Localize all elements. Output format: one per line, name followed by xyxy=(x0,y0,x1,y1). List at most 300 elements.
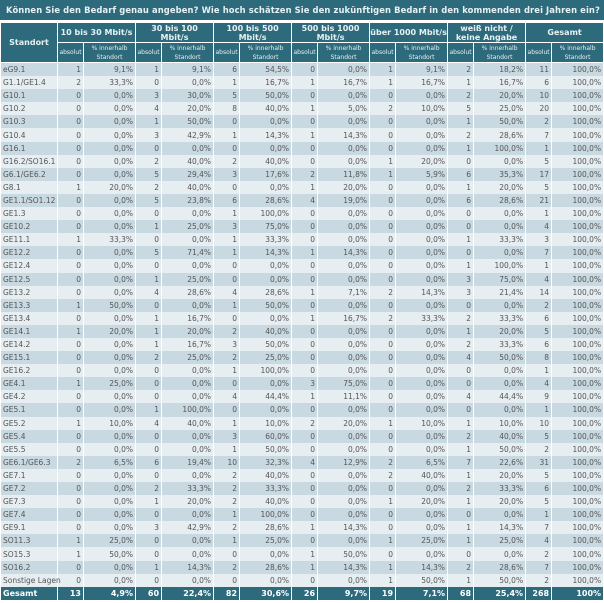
absolut-cell: 4 xyxy=(526,377,552,390)
absolut-cell: 0 xyxy=(292,482,318,495)
absolut-cell: 3 xyxy=(214,220,240,233)
percent-cell: 75,0% xyxy=(318,377,370,390)
absolut-cell: 1 xyxy=(370,168,396,181)
absolut-cell: 1 xyxy=(370,561,396,574)
percent-cell: 40,0% xyxy=(162,181,214,194)
table-row xyxy=(1,168,604,181)
absolut-cell: 0 xyxy=(58,390,84,403)
absolut-cell: 0 xyxy=(292,325,318,338)
absolut-cell: 0 xyxy=(370,220,396,233)
absolut-cell: 2 xyxy=(370,469,396,482)
percent-cell: 10,0% xyxy=(84,417,136,430)
percent-cell: 0,0% xyxy=(318,115,370,128)
percent-cell: 0,0% xyxy=(162,508,214,521)
absolut-cell: 0 xyxy=(292,469,318,482)
absolut-cell: 4 xyxy=(526,273,552,286)
absolut-cell: 0 xyxy=(58,155,84,168)
absolut-cell: 1 xyxy=(292,181,318,194)
total-cell: 19 xyxy=(370,587,396,600)
percent-cell: 100,0% xyxy=(474,142,526,155)
total-cell: 13 xyxy=(58,587,84,600)
percent-cell: 20,0% xyxy=(474,469,526,482)
absolut-cell: 1 xyxy=(136,273,162,286)
percent-cell: 100,0% xyxy=(240,364,292,377)
absolut-cell: 0 xyxy=(58,443,84,456)
percent-cell: 0,0% xyxy=(84,390,136,403)
absolut-cell: 0 xyxy=(292,63,318,77)
absolut-cell: 1 xyxy=(448,443,474,456)
header-absolut: absolut xyxy=(448,43,474,63)
absolut-cell: 2 xyxy=(526,547,552,560)
percent-cell: 12,9% xyxy=(318,456,370,469)
percent-cell: 40,0% xyxy=(474,430,526,443)
absolut-cell: 10 xyxy=(526,417,552,430)
table-row xyxy=(1,351,604,364)
absolut-cell: 0 xyxy=(448,207,474,220)
percent-cell: 10,0% xyxy=(396,102,448,115)
percent-cell: 10,0% xyxy=(240,417,292,430)
absolut-cell: 0 xyxy=(136,364,162,377)
percent-cell: 0,0% xyxy=(318,220,370,233)
absolut-cell: 0 xyxy=(214,142,240,155)
percent-cell: 100,0% xyxy=(552,155,604,168)
absolut-cell: 1 xyxy=(448,115,474,128)
table-title: Können Sie den Bedarf genau angeben? Wie hoch schätzen Sie den zukünftigen Bedarf in den kommenden drei Jahren ein? xyxy=(0,0,604,20)
absolut-cell: 1 xyxy=(58,417,84,430)
percent-cell: 0,0% xyxy=(162,469,214,482)
table-row xyxy=(1,547,604,560)
absolut-cell: 1 xyxy=(448,417,474,430)
absolut-cell: 0 xyxy=(214,259,240,272)
percent-cell: 0,0% xyxy=(162,547,214,560)
percent-cell: 0,0% xyxy=(240,574,292,587)
absolut-cell: 1 xyxy=(448,521,474,534)
absolut-cell: 1 xyxy=(136,63,162,77)
percent-cell: 0,0% xyxy=(318,142,370,155)
percent-cell: 0,0% xyxy=(396,273,448,286)
absolut-cell: 4 xyxy=(214,286,240,299)
percent-cell: 25,0% xyxy=(162,220,214,233)
absolut-cell: 6 xyxy=(214,63,240,77)
absolut-cell: 2 xyxy=(370,286,396,299)
percent-cell: 0,0% xyxy=(162,299,214,312)
absolut-cell: 1 xyxy=(292,76,318,89)
absolut-cell: 0 xyxy=(136,443,162,456)
absolut-cell: 1 xyxy=(370,574,396,587)
percent-cell: 0,0% xyxy=(396,390,448,403)
percent-cell: 0,0% xyxy=(396,521,448,534)
absolut-cell: 1 xyxy=(292,561,318,574)
standort-cell: GE5.5 xyxy=(1,443,58,456)
absolut-cell: 0 xyxy=(136,508,162,521)
table-row xyxy=(1,246,604,259)
absolut-cell: 1 xyxy=(526,259,552,272)
absolut-cell: 0 xyxy=(136,574,162,587)
percent-cell: 40,0% xyxy=(162,155,214,168)
percent-cell: 5,9% xyxy=(396,168,448,181)
table-row xyxy=(1,364,604,377)
percent-cell: 0,0% xyxy=(84,430,136,443)
absolut-cell: 2 xyxy=(448,312,474,325)
percent-cell: 20,0% xyxy=(474,495,526,508)
percent-cell: 100,0% xyxy=(552,286,604,299)
percent-cell: 20,0% xyxy=(396,155,448,168)
percent-cell: 14,3% xyxy=(474,521,526,534)
absolut-cell: 1 xyxy=(214,443,240,456)
percent-cell: 7,1% xyxy=(318,286,370,299)
percent-cell: 0,0% xyxy=(318,273,370,286)
absolut-cell: 0 xyxy=(136,534,162,547)
header-absolut: absolut xyxy=(526,43,552,63)
absolut-cell: 7 xyxy=(526,128,552,141)
percent-cell: 40,0% xyxy=(240,102,292,115)
absolut-cell: 9 xyxy=(526,390,552,403)
standort-cell: GE5.2 xyxy=(1,417,58,430)
absolut-cell: 1 xyxy=(136,312,162,325)
absolut-cell: 2 xyxy=(136,482,162,495)
standort-cell: Sonstige Lagen xyxy=(1,574,58,587)
absolut-cell: 1 xyxy=(448,534,474,547)
percent-cell: 0,0% xyxy=(318,207,370,220)
absolut-cell: 10 xyxy=(526,89,552,102)
percent-cell: 0,0% xyxy=(84,482,136,495)
percent-cell: 100,0% xyxy=(552,482,604,495)
absolut-cell: 0 xyxy=(136,76,162,89)
absolut-cell: 0 xyxy=(58,89,84,102)
absolut-cell: 2 xyxy=(526,574,552,587)
header-percent: % innerhalb Standort xyxy=(84,43,136,63)
percent-cell: 100,0% xyxy=(552,377,604,390)
header-group: 10 bis 30 Mbit/s xyxy=(58,23,136,43)
total-cell: 25,4% xyxy=(474,587,526,600)
percent-cell: 0,0% xyxy=(162,364,214,377)
absolut-cell: 20 xyxy=(526,102,552,115)
percent-cell: 100,0% xyxy=(552,534,604,547)
table-row xyxy=(1,403,604,416)
absolut-cell: 0 xyxy=(292,89,318,102)
percent-cell: 25,0% xyxy=(84,377,136,390)
absolut-cell: 2 xyxy=(448,430,474,443)
standort-cell: GE1.3 xyxy=(1,207,58,220)
table-row xyxy=(1,115,604,128)
percent-cell: 0,0% xyxy=(84,102,136,115)
table-row xyxy=(1,325,604,338)
percent-cell: 20,0% xyxy=(474,89,526,102)
absolut-cell: 0 xyxy=(58,574,84,587)
header-absolut: absolut xyxy=(370,43,396,63)
absolut-cell: 0 xyxy=(292,259,318,272)
percent-cell: 100,0% xyxy=(552,246,604,259)
absolut-cell: 1 xyxy=(136,561,162,574)
standort-cell: SO16.2 xyxy=(1,561,58,574)
absolut-cell: 2 xyxy=(214,469,240,482)
absolut-cell: 0 xyxy=(214,403,240,416)
table-row xyxy=(1,181,604,194)
standort-cell: G1.1/GE1.4 xyxy=(1,76,58,89)
percent-cell: 33,3% xyxy=(162,482,214,495)
percent-cell: 33,3% xyxy=(240,482,292,495)
percent-cell: 33,3% xyxy=(474,482,526,495)
header-standort: Standort xyxy=(1,23,58,63)
absolut-cell: 1 xyxy=(136,220,162,233)
percent-cell: 14,3% xyxy=(240,128,292,141)
absolut-cell: 0 xyxy=(136,142,162,155)
standort-cell: G10.4 xyxy=(1,128,58,141)
percent-cell: 0,0% xyxy=(396,259,448,272)
percent-cell: 0,0% xyxy=(84,312,136,325)
percent-cell: 33,3% xyxy=(474,338,526,351)
percent-cell: 14,3% xyxy=(396,561,448,574)
percent-cell: 0,0% xyxy=(474,377,526,390)
absolut-cell: 0 xyxy=(58,259,84,272)
absolut-cell: 1 xyxy=(448,233,474,246)
standort-cell: SO11.3 xyxy=(1,534,58,547)
absolut-cell: 0 xyxy=(58,351,84,364)
absolut-cell: 0 xyxy=(370,194,396,207)
absolut-cell: 1 xyxy=(214,364,240,377)
standort-cell: GE15.1 xyxy=(1,351,58,364)
absolut-cell: 2 xyxy=(214,155,240,168)
absolut-cell: 4 xyxy=(292,194,318,207)
absolut-cell: 1 xyxy=(448,325,474,338)
absolut-cell: 0 xyxy=(292,495,318,508)
absolut-cell: 0 xyxy=(370,299,396,312)
percent-cell: 100,0% xyxy=(552,547,604,560)
percent-cell: 28,6% xyxy=(240,194,292,207)
percent-cell: 0,0% xyxy=(396,220,448,233)
percent-cell: 0,0% xyxy=(318,364,370,377)
absolut-cell: 1 xyxy=(214,534,240,547)
absolut-cell: 0 xyxy=(370,364,396,377)
total-cell: 68 xyxy=(448,587,474,600)
absolut-cell: 0 xyxy=(58,246,84,259)
absolut-cell: 0 xyxy=(58,220,84,233)
absolut-cell: 1 xyxy=(448,574,474,587)
percent-cell: 16,7% xyxy=(318,312,370,325)
absolut-cell: 0 xyxy=(292,508,318,521)
absolut-cell: 0 xyxy=(370,181,396,194)
absolut-cell: 1 xyxy=(292,128,318,141)
percent-cell: 16,7% xyxy=(162,312,214,325)
standort-cell: GE14.1 xyxy=(1,325,58,338)
absolut-cell: 2 xyxy=(448,482,474,495)
percent-cell: 0,0% xyxy=(474,508,526,521)
percent-cell: 9,1% xyxy=(162,63,214,77)
absolut-cell: 1 xyxy=(370,63,396,77)
percent-cell: 0,0% xyxy=(240,547,292,560)
percent-cell: 25,0% xyxy=(474,534,526,547)
percent-cell: 14,3% xyxy=(240,246,292,259)
standort-cell: GE5.1 xyxy=(1,403,58,416)
absolut-cell: 2 xyxy=(370,102,396,115)
absolut-cell: 0 xyxy=(58,521,84,534)
absolut-cell: 0 xyxy=(370,508,396,521)
table-row xyxy=(1,417,604,430)
absolut-cell: 6 xyxy=(136,456,162,469)
header-absolut: absolut xyxy=(214,43,240,63)
absolut-cell: 0 xyxy=(136,299,162,312)
absolut-cell: 0 xyxy=(58,430,84,443)
table-row xyxy=(1,102,604,115)
absolut-cell: 4 xyxy=(292,456,318,469)
percent-cell: 0,0% xyxy=(318,233,370,246)
percent-cell: 0,0% xyxy=(162,76,214,89)
percent-cell: 0,0% xyxy=(84,115,136,128)
percent-cell: 25,0% xyxy=(240,534,292,547)
table-row xyxy=(1,155,604,168)
percent-cell: 0,0% xyxy=(396,299,448,312)
percent-cell: 0,0% xyxy=(474,246,526,259)
percent-cell: 100,0% xyxy=(552,168,604,181)
percent-cell: 44,4% xyxy=(240,390,292,403)
percent-cell: 18,2% xyxy=(474,63,526,77)
standort-cell: GE7.1 xyxy=(1,469,58,482)
absolut-cell: 0 xyxy=(58,403,84,416)
total-label: Gesamt xyxy=(1,587,58,600)
absolut-cell: 0 xyxy=(292,220,318,233)
absolut-cell: 1 xyxy=(58,377,84,390)
absolut-cell: 0 xyxy=(58,115,84,128)
absolut-cell: 5 xyxy=(526,430,552,443)
percent-cell: 100,0% xyxy=(552,325,604,338)
percent-cell: 50,0% xyxy=(84,299,136,312)
percent-cell: 50,0% xyxy=(474,115,526,128)
percent-cell: 0,0% xyxy=(396,508,448,521)
percent-cell: 100,0% xyxy=(552,233,604,246)
percent-cell: 60,0% xyxy=(240,430,292,443)
percent-cell: 50,0% xyxy=(162,115,214,128)
table-row xyxy=(1,220,604,233)
absolut-cell: 2 xyxy=(370,456,396,469)
absolut-cell: 0 xyxy=(58,168,84,181)
percent-cell: 0,0% xyxy=(84,142,136,155)
percent-cell: 10,0% xyxy=(396,417,448,430)
percent-cell: 0,0% xyxy=(396,89,448,102)
percent-cell: 0,0% xyxy=(84,351,136,364)
standort-cell: SO15.3 xyxy=(1,547,58,560)
absolut-cell: 7 xyxy=(526,246,552,259)
absolut-cell: 4 xyxy=(214,390,240,403)
percent-cell: 0,0% xyxy=(162,377,214,390)
percent-cell: 20,0% xyxy=(162,495,214,508)
percent-cell: 40,0% xyxy=(162,417,214,430)
percent-cell: 100,0% xyxy=(552,207,604,220)
percent-cell: 0,0% xyxy=(318,495,370,508)
absolut-cell: 5 xyxy=(448,102,474,115)
standort-cell: GE6.1/GE6.3 xyxy=(1,456,58,469)
absolut-cell: 1 xyxy=(58,325,84,338)
absolut-cell: 6 xyxy=(526,312,552,325)
table-row xyxy=(1,312,604,325)
percent-cell: 14,3% xyxy=(162,561,214,574)
percent-cell: 32,3% xyxy=(240,456,292,469)
absolut-cell: 1 xyxy=(214,233,240,246)
percent-cell: 0,0% xyxy=(318,259,370,272)
absolut-cell: 1 xyxy=(58,299,84,312)
percent-cell: 42,9% xyxy=(162,128,214,141)
absolut-cell: 1 xyxy=(292,102,318,115)
percent-cell: 100,0% xyxy=(552,76,604,89)
percent-cell: 11,8% xyxy=(318,168,370,181)
percent-cell: 0,0% xyxy=(318,351,370,364)
percent-cell: 20,0% xyxy=(318,181,370,194)
percent-cell: 100,0% xyxy=(240,508,292,521)
table-row xyxy=(1,377,604,390)
absolut-cell: 8 xyxy=(526,351,552,364)
percent-cell: 0,0% xyxy=(318,574,370,587)
percent-cell: 23,8% xyxy=(162,194,214,207)
percent-cell: 16,7% xyxy=(396,76,448,89)
percent-cell: 100,0% xyxy=(552,338,604,351)
percent-cell: 100,0% xyxy=(240,207,292,220)
percent-cell: 50,0% xyxy=(474,574,526,587)
percent-cell: 100,0% xyxy=(552,574,604,587)
percent-cell: 0,0% xyxy=(84,286,136,299)
absolut-cell: 5 xyxy=(136,168,162,181)
absolut-cell: 6 xyxy=(448,168,474,181)
standort-cell: GE7.3 xyxy=(1,495,58,508)
percent-cell: 0,0% xyxy=(318,89,370,102)
percent-cell: 0,0% xyxy=(84,89,136,102)
table-row xyxy=(1,521,604,534)
absolut-cell: 1 xyxy=(136,115,162,128)
absolut-cell: 0 xyxy=(136,233,162,246)
absolut-cell: 6 xyxy=(526,482,552,495)
table-row xyxy=(1,456,604,469)
absolut-cell: 0 xyxy=(370,207,396,220)
absolut-cell: 0 xyxy=(58,495,84,508)
absolut-cell: 3 xyxy=(214,338,240,351)
total-cell: 30,6% xyxy=(240,587,292,600)
percent-cell: 100,0% xyxy=(552,181,604,194)
percent-cell: 100,0% xyxy=(552,443,604,456)
absolut-cell: 0 xyxy=(292,534,318,547)
total-cell: 268 xyxy=(526,587,552,600)
absolut-cell: 5 xyxy=(136,246,162,259)
absolut-cell: 2 xyxy=(370,312,396,325)
percent-cell: 100,0% xyxy=(552,469,604,482)
absolut-cell: 5 xyxy=(526,495,552,508)
absolut-cell: 0 xyxy=(58,102,84,115)
absolut-cell: 1 xyxy=(292,246,318,259)
percent-cell: 28,6% xyxy=(474,128,526,141)
percent-cell: 0,0% xyxy=(474,364,526,377)
absolut-cell: 1 xyxy=(214,128,240,141)
table-row xyxy=(1,430,604,443)
standort-cell: G10.3 xyxy=(1,115,58,128)
table-row xyxy=(1,142,604,155)
percent-cell: 33,3% xyxy=(396,312,448,325)
absolut-cell: 2 xyxy=(448,338,474,351)
total-cell: 82 xyxy=(214,587,240,600)
absolut-cell: 7 xyxy=(526,521,552,534)
percent-cell: 0,0% xyxy=(318,155,370,168)
absolut-cell: 2 xyxy=(448,561,474,574)
standort-cell: GE13.4 xyxy=(1,312,58,325)
percent-cell: 0,0% xyxy=(240,142,292,155)
percent-cell: 44,4% xyxy=(474,390,526,403)
percent-cell: 0,0% xyxy=(84,246,136,259)
absolut-cell: 1 xyxy=(448,495,474,508)
absolut-cell: 0 xyxy=(58,194,84,207)
percent-cell: 0,0% xyxy=(474,403,526,416)
percent-cell: 0,0% xyxy=(84,403,136,416)
absolut-cell: 3 xyxy=(448,286,474,299)
absolut-cell: 0 xyxy=(58,273,84,286)
absolut-cell: 2 xyxy=(214,495,240,508)
percent-cell: 0,0% xyxy=(162,430,214,443)
percent-cell: 0,0% xyxy=(84,508,136,521)
